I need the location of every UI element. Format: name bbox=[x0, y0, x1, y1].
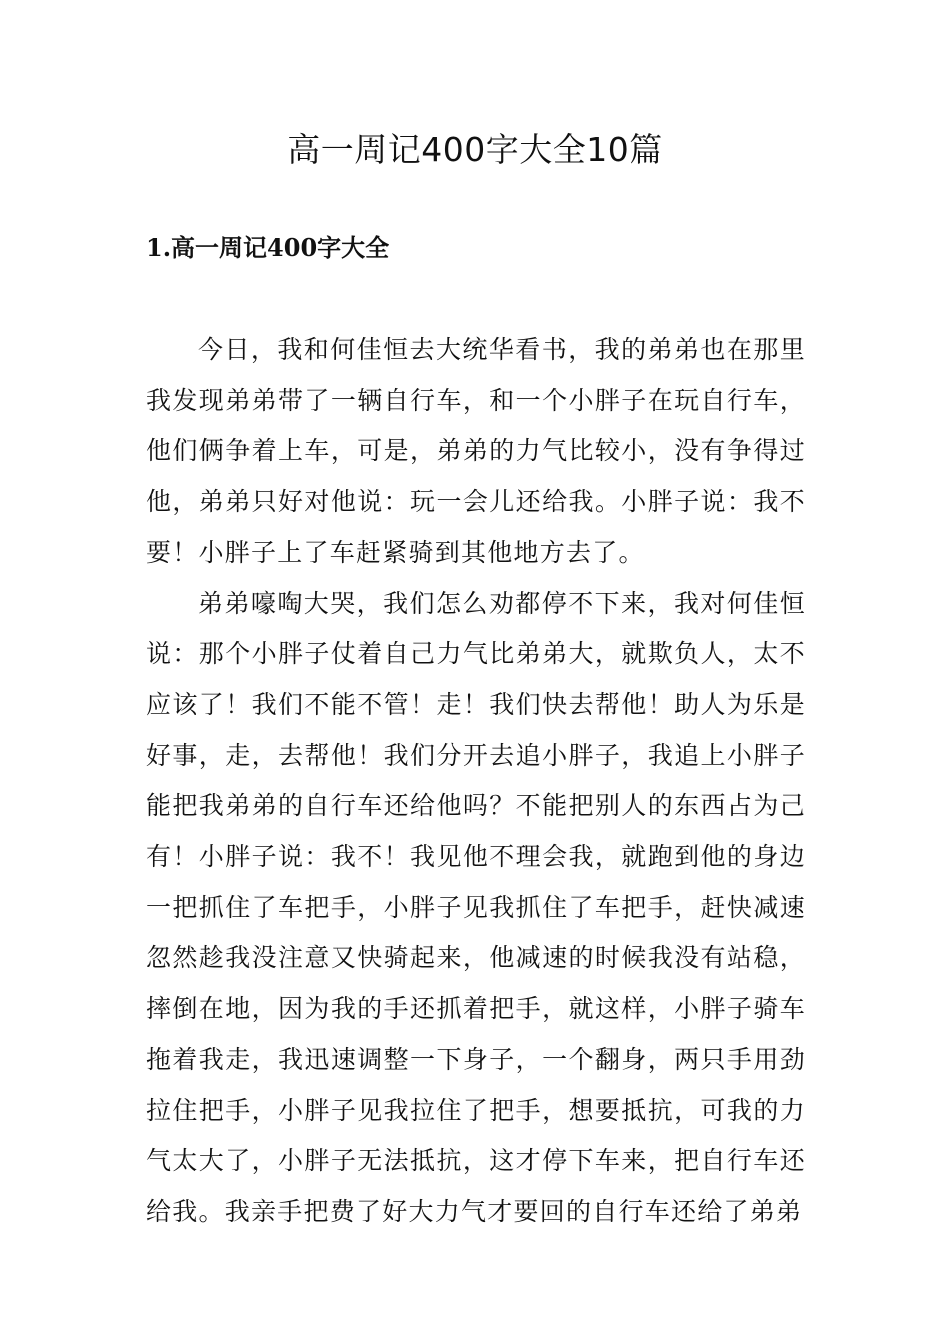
section-heading: 1.高一周记400字大全 bbox=[146, 233, 390, 262]
document-body bbox=[146, 325, 806, 1238]
paragraph-2: 弟弟嚎啕大哭，我们怎么劝都停不下来，我对何佳恒说：那个小胖子仗着自己力气比弟弟大，就欺负人，太不应该了！我们不能不管！走！我们快去帮他！助人为乐是好事，走，去帮他！我们分开去追小胖子，我追上小胖子能把我弟弟的自行车还给他吗？不能把别人的东西占为己有！小胖子说：我不！我见他不理会我，就跑到他的身边一把抓住了车把手，小胖子见我抓住了车把手，赶快减速忽然趁我没注意又快骑起来，他减速的时候我没有站稳，摔倒在地，因为我的手还抓着把手，就这样，小胖子骑车拖着我走，我迅速调整一下身子，一个翻身，两只手用劲拉住把手，小胖子见我拉住了把手，想要抵抗，可我的力气太大了，小胖子无法抵抗，这才停下车来，把自行车还给我。我亲手把费了好大力气才要回的自行车还给了弟弟 bbox=[146, 588, 806, 1226]
document-title: 高一周记400字大全10篇 bbox=[287, 130, 663, 169]
paragraph-1: 今日，我和何佳恒去大统华看书，我的弟弟也在那里我发现弟弟带了一辆自行车，和一个小胖子在玩自行车，他们俩争着上车，可是，弟弟的力气比较小，没有争得过他，弟弟只好对他说：玩一会儿还给我。小胖子说：我不要！小胖子上了车赶紧骑到其他地方去了。 bbox=[146, 335, 806, 567]
